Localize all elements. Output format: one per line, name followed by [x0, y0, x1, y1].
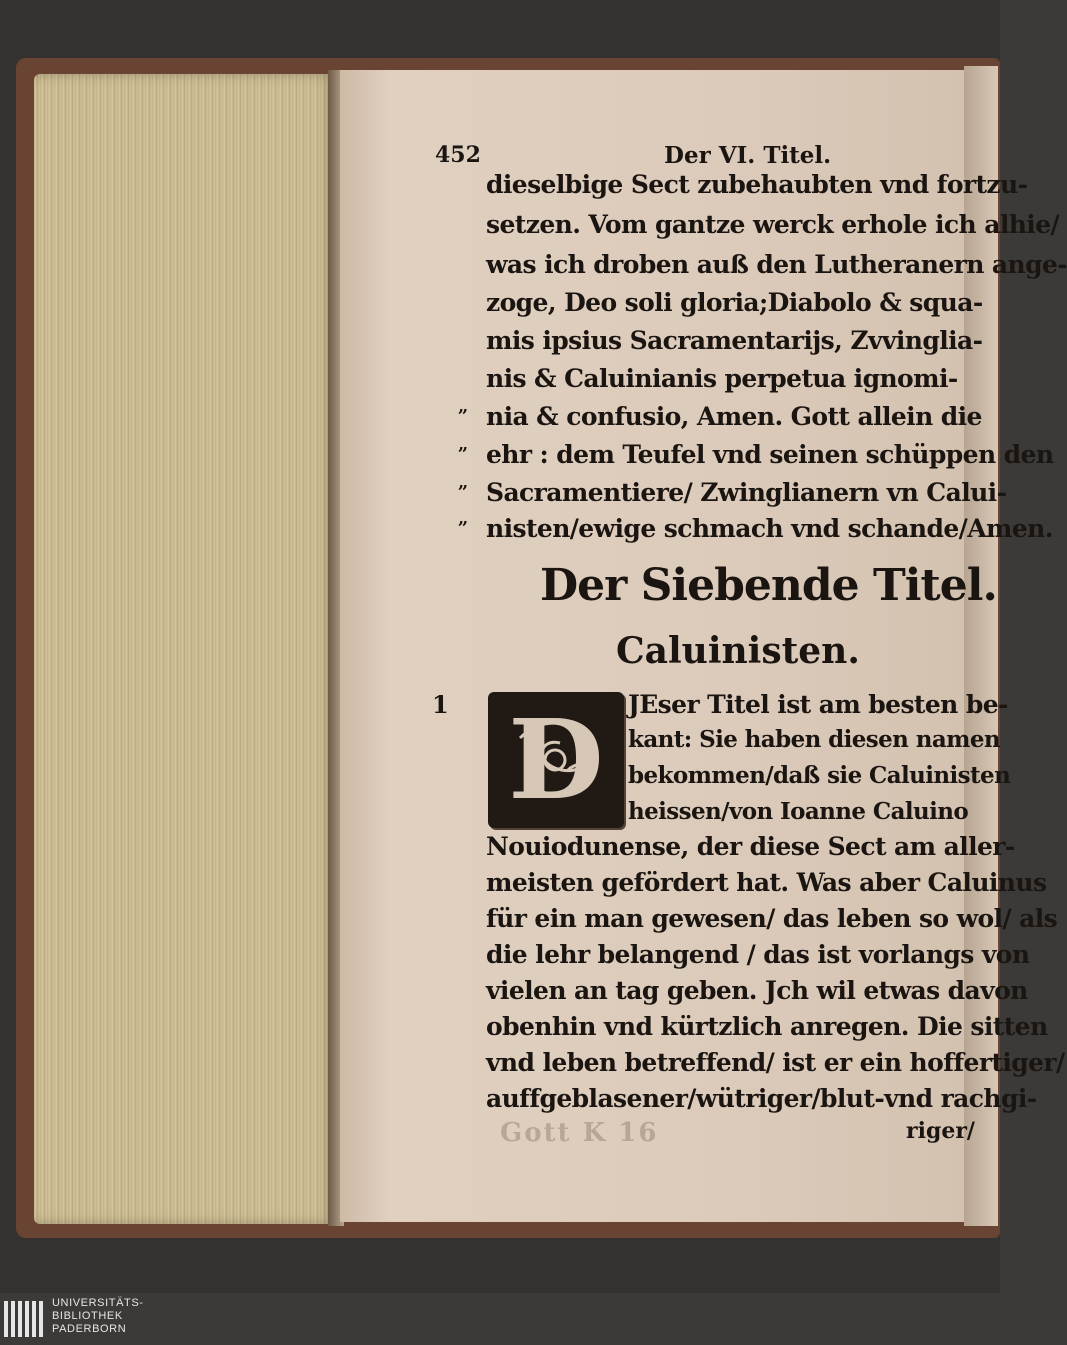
text-line: die lehr belangend / das ist vorlangs von [486, 940, 1030, 969]
text-line: JEser Titel ist am besten be- [628, 690, 1008, 719]
text-line: dieselbige Sect zubehaubten vnd fortzu- [486, 170, 1028, 199]
margin-quote-mark: „ [458, 434, 469, 455]
running-head: Der VI. Titel. [664, 142, 832, 169]
margin-quote-mark: „ [458, 508, 469, 529]
text-line: auffgeblasener/wütriger/blut-vnd rachgi- [486, 1084, 1037, 1113]
margin-signature-mark: 1 [432, 690, 449, 719]
text-line: nis & Caluinianis perpetua ignomi- [486, 364, 958, 393]
text-line: Sacramentiere/ Zwinglianern vn Calui- [486, 478, 1007, 507]
ornament-icon [510, 718, 600, 802]
text-line: heissen/von Ioanne Caluino [628, 798, 969, 825]
library-name-line3: PADERBORN [52, 1323, 127, 1335]
text-line: was ich droben auß den Lutheranern ange- [486, 250, 1067, 279]
margin-quote-mark: „ [458, 472, 469, 493]
text-line: setzen. Vom gantze werck erhole ich alhie/ [486, 210, 1060, 239]
section-title: Der Siebende Titel. [540, 560, 997, 611]
page-number: 452 [435, 142, 481, 168]
page-edges [34, 74, 336, 1224]
bleed-through-text: Gott K 16 [500, 1118, 659, 1148]
library-name-line2: BIBLIOTHEK [52, 1310, 123, 1322]
library-name-line1: UNIVERSITÄTS- [52, 1297, 144, 1309]
text-line: nisten/ewige schmach vnd schande/Amen. [486, 514, 1053, 543]
library-logo-icon [4, 1297, 46, 1341]
section-subtitle: Caluinisten. [616, 630, 860, 672]
library-footer [0, 1293, 1000, 1345]
decorated-initial [488, 692, 624, 828]
text-line: Nouiodunense, der diese Sect am aller- [486, 832, 1015, 861]
text-line: mis ipsius Sacramentarijs, Zvvinglia- [486, 326, 983, 355]
text-line: vielen an tag geben. Jch wil etwas davon [486, 976, 1028, 1005]
text-line: für ein man gewesen/ das leben so wol/ als [486, 904, 1058, 933]
text-line: nia & confusio, Amen. Gott allein die [486, 402, 982, 431]
text-line: meisten gefördert hat. Was aber Caluinus [486, 868, 1047, 897]
text-line: obenhin vnd kürtzlich anregen. Die sitten [486, 1012, 1048, 1041]
text-line: vnd leben betreffend/ ist er ein hoffertiger/ [486, 1048, 1065, 1077]
margin-quote-mark: „ [458, 396, 469, 417]
text-line: kant: Sie haben diesen namen [628, 726, 1001, 753]
text-line: zoge, Deo soli gloria;Diabolo & squa- [486, 288, 983, 317]
initial-letter: D [508, 695, 604, 824]
text-line: bekommen/daß sie Caluinisten [628, 762, 1011, 789]
catchword: riger/ [906, 1118, 975, 1144]
text-line: ehr : dem Teufel vnd seinen schüppen den [486, 440, 1054, 469]
